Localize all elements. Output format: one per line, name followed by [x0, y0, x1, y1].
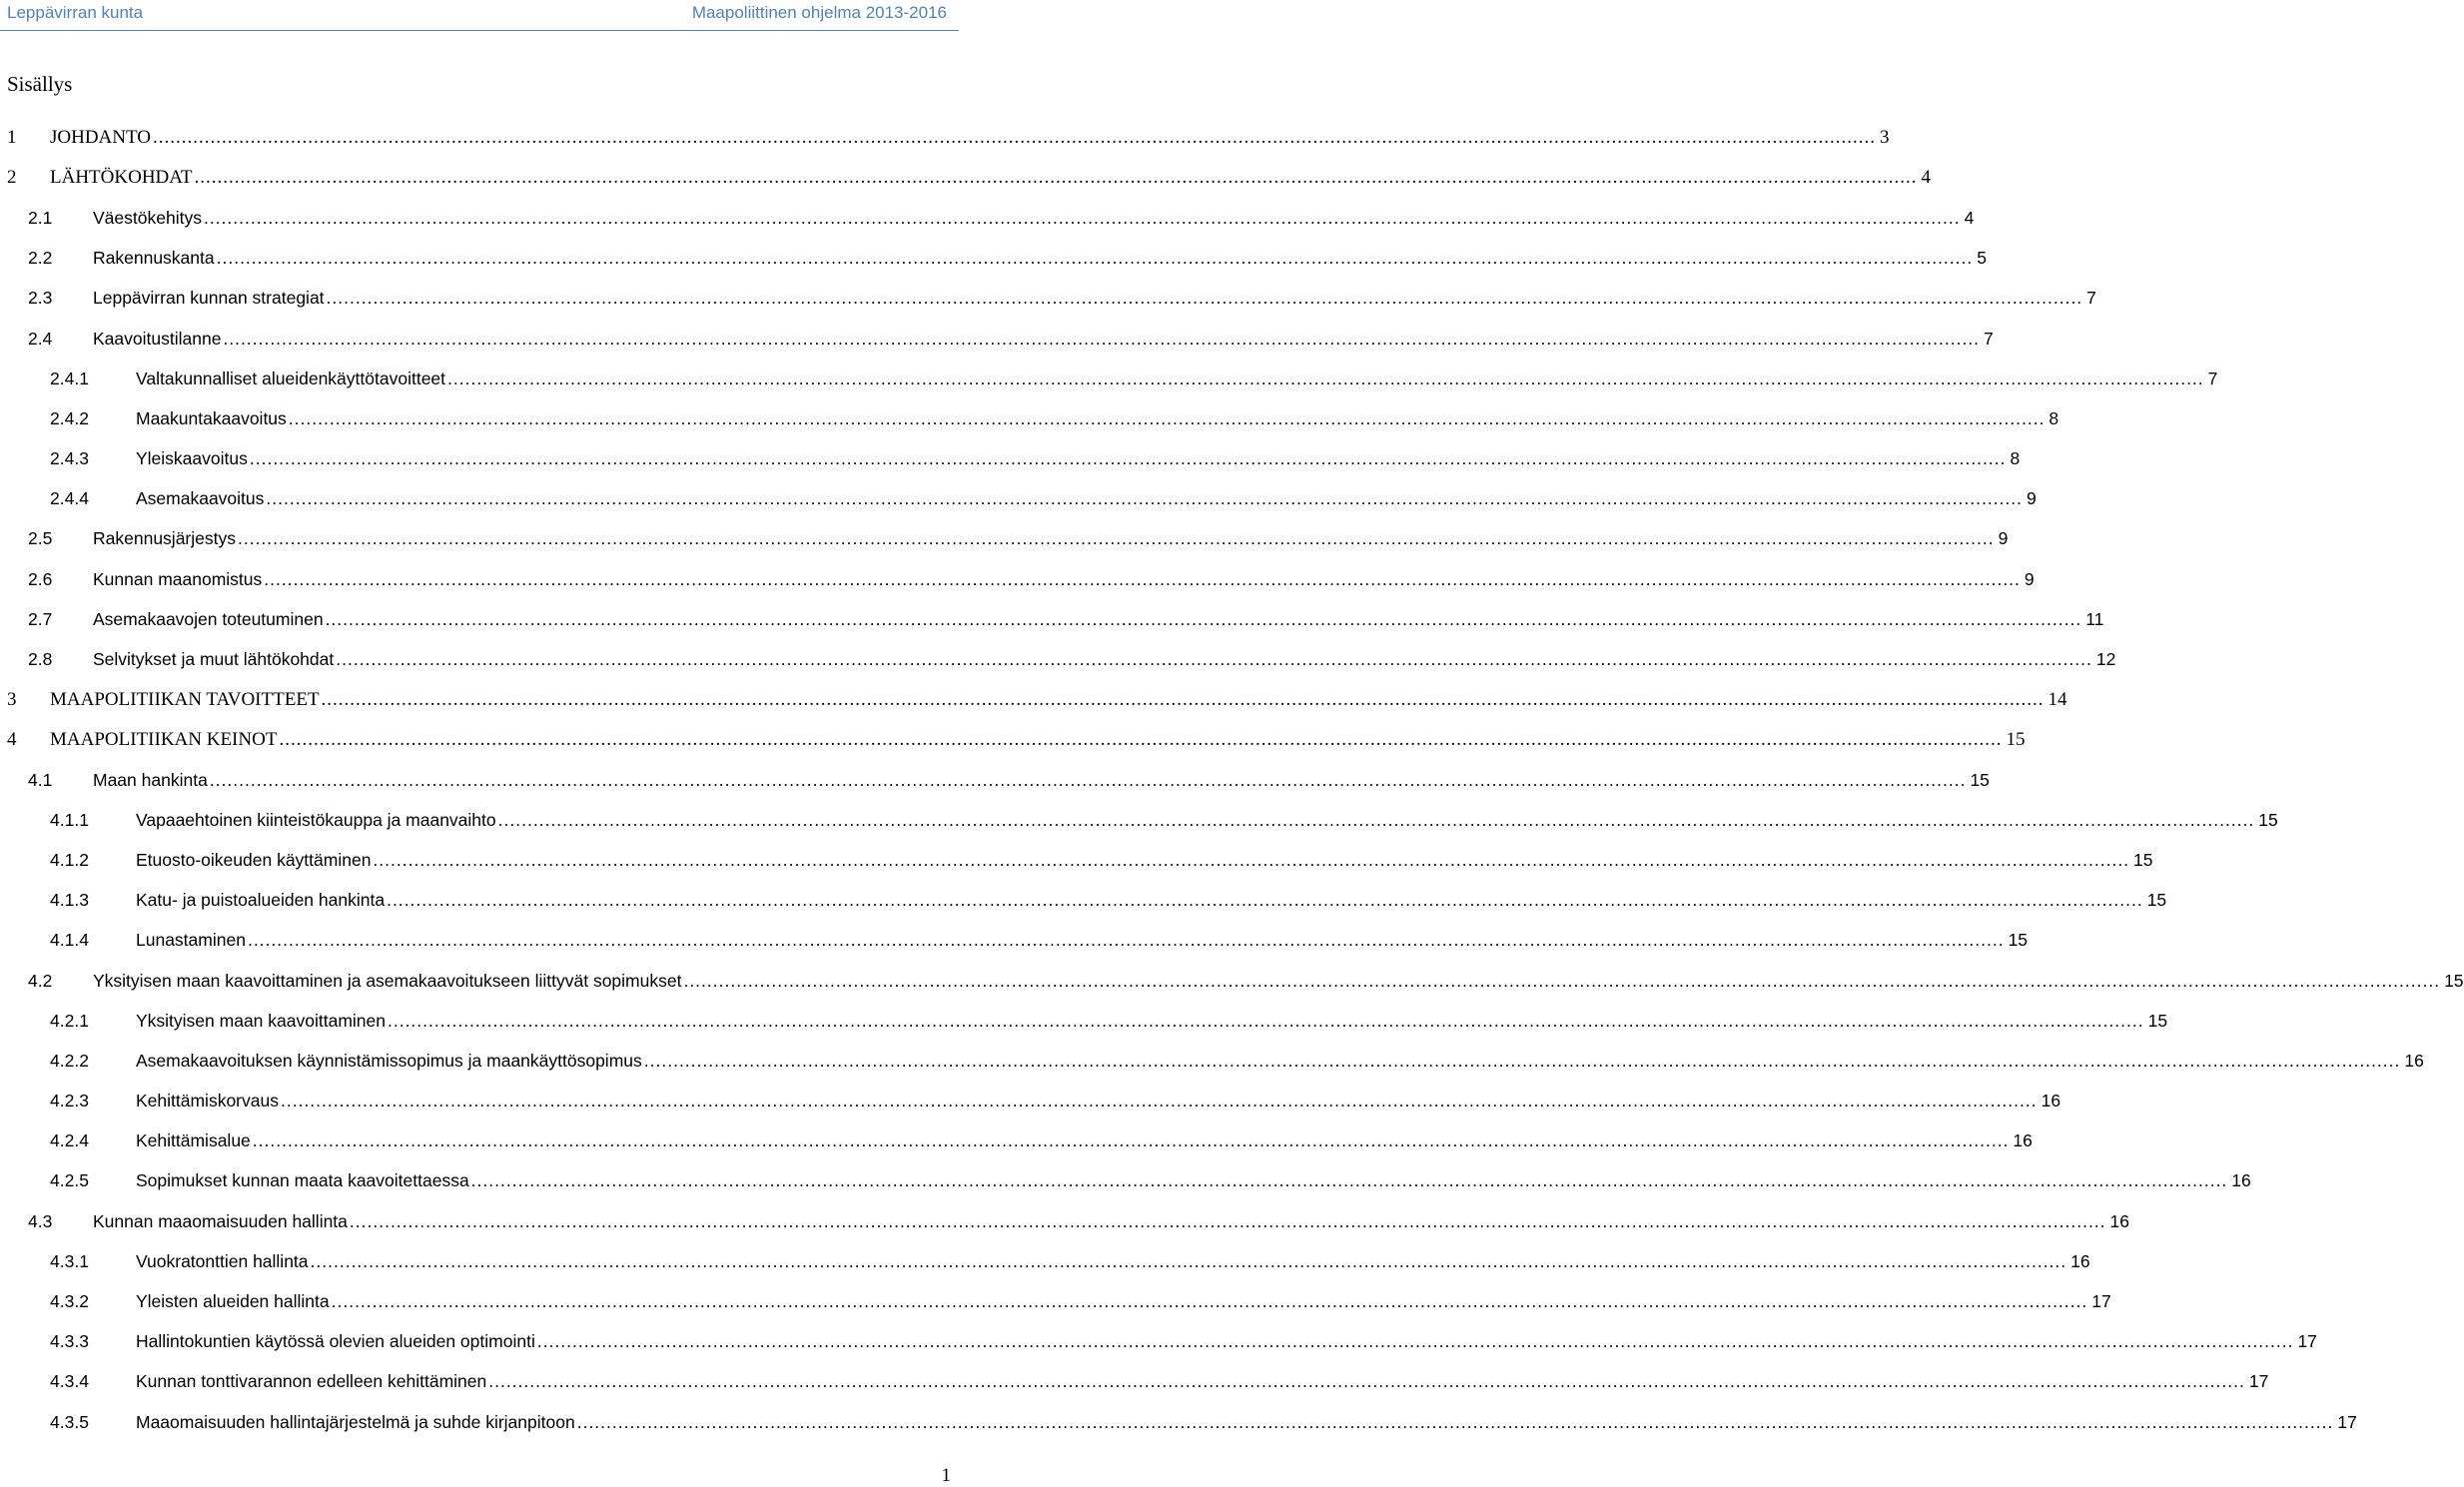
toc-dot-leader: ............................................................................................................................................................................................................................................................................................................: [237, 528, 1995, 549]
toc-entry[interactable]: [0, 961, 2464, 1001]
toc-entry-page: 17: [2248, 1371, 2269, 1392]
toc-dot-leader: ............................................................................................................................................................................................................................................................................................................: [194, 167, 1918, 189]
toc-entry-label: Asemakaavoituksen käynnistämissopimus ja maankäyttösopimus: [136, 1050, 642, 1071]
toc-entry[interactable]: [0, 1362, 2269, 1402]
toc-entry-label: Yleisten alueiden hallinta: [136, 1291, 330, 1312]
toc-entry-page: 17: [2091, 1291, 2111, 1312]
toc-dot-leader: ............................................................................................................................................................................................................................................................................................................: [247, 930, 2005, 951]
toc-entry-number: 4.3.2: [50, 1291, 89, 1312]
toc-entry[interactable]: [0, 158, 1931, 198]
toc-entry-number: 3: [7, 688, 17, 710]
toc-entry-page: 7: [2207, 368, 2218, 388]
toc-entry-page: 9: [1998, 528, 2009, 549]
toc-entry-number: 4.2.4: [50, 1130, 89, 1151]
toc-entry-number: 2.4.3: [50, 448, 89, 469]
toc-entry[interactable]: [0, 1201, 2129, 1241]
toc-entry-page: 15: [2133, 849, 2153, 870]
toc-entry-label: JOHDANTO: [50, 127, 151, 149]
toc-entry-number: 4.3.5: [50, 1411, 89, 1432]
toc-entry-number: 4.3: [28, 1210, 53, 1231]
toc-entry[interactable]: [0, 479, 2037, 519]
toc-entry-number: 2.8: [28, 649, 53, 670]
toc-dot-leader: ............................................................................................................................................................................................................................................................................................................: [488, 1371, 2245, 1392]
toc-entry-number: 4: [7, 728, 17, 750]
toc-entry-number: 2.4.2: [50, 407, 89, 428]
toc-entry-page: 9: [2024, 568, 2035, 589]
toc-entry-page: 15: [2006, 728, 2026, 750]
toc-dot-leader: ............................................................................................................................................................................................................................................................................................................: [249, 448, 2007, 469]
toc-entry-number: 2.3: [28, 288, 53, 309]
toc-entry-label: Maakuntakaavoitus: [136, 407, 287, 428]
toc-dot-leader: ............................................................................................................................................................................................................................................................................................................: [326, 288, 2083, 309]
toc-entry-number: 4.1: [28, 769, 53, 790]
toc-entry[interactable]: [0, 921, 2029, 961]
toc-dot-leader: ............................................................................................................................................................................................................................................................................................................: [373, 849, 2130, 870]
toc-entry-page: 15: [2147, 1010, 2168, 1031]
toc-entry-page: 7: [2086, 288, 2096, 309]
toc-dot-leader: ............................................................................................................................................................................................................................................................................................................: [331, 1291, 2088, 1312]
toc-entry[interactable]: [0, 1161, 2251, 1201]
toc-entry-label: Lunastaminen: [136, 930, 246, 951]
toc-entry-page: 9: [2027, 488, 2037, 509]
toc-entry[interactable]: [0, 519, 2009, 559]
toc-entry-page: 16: [2013, 1130, 2033, 1151]
toc-dot-leader: ............................................................................................................................................................................................................................................................................................................: [470, 1170, 2228, 1191]
toc-entry-number: 4.2.5: [50, 1170, 89, 1191]
toc-entry-page: 16: [2109, 1210, 2129, 1231]
toc-entry-page: 16: [2404, 1050, 2424, 1071]
toc-entry-label: Kehittämiskorvaus: [136, 1091, 279, 1112]
toc-entry-number: 4.1.4: [50, 930, 89, 951]
toc-entry-label: Asemakaavojen toteutuminen: [93, 608, 324, 629]
toc-entry[interactable]: [0, 398, 2059, 438]
header-organization: Leppävirran kunta: [7, 3, 144, 22]
toc-entry[interactable]: [0, 639, 2116, 679]
toc-entry-label: Maan hankinta: [93, 769, 208, 790]
toc-entry-page: 16: [2070, 1250, 2090, 1271]
toc-entry-page: 3: [1879, 127, 1890, 149]
toc-entry-label: LÄHTÖKOHDAT: [50, 167, 193, 189]
toc-entry[interactable]: [0, 1241, 2090, 1281]
toc-title: Sisällys: [7, 72, 73, 96]
toc-entry-page: 17: [2297, 1331, 2317, 1352]
toc-entry-label: Leppävirran kunnan strategiat: [93, 288, 325, 309]
toc-entry-page: 16: [2041, 1091, 2061, 1112]
toc-entry-number: 2.7: [28, 608, 53, 629]
toc-dot-leader: ............................................................................................................................................................................................................................................................................................................: [536, 1331, 2294, 1352]
toc-entry-page: 4: [1964, 207, 1975, 228]
toc-entry-number: 1: [7, 127, 17, 149]
toc-entry-number: 4.1.2: [50, 849, 89, 870]
toc-entry[interactable]: [0, 1402, 2357, 1442]
toc-entry-number: 2.1: [28, 207, 53, 228]
toc-entry-page: 15: [2008, 930, 2029, 951]
toc-entry-label: Vapaaehtoinen kiinteistökauppa ja maanvaihto: [136, 809, 496, 830]
toc-entry-number: 4.2.3: [50, 1091, 89, 1112]
toc-entry-label: Rakennuskanta: [93, 248, 215, 269]
toc-entry-label: Yksityisen maan kaavoittaminen ja asemakaavoitukseen liittyvät sopimukset: [93, 970, 682, 991]
toc-entry[interactable]: [0, 1001, 2168, 1041]
toc-entry[interactable]: [0, 439, 2021, 479]
toc-entry-page: 14: [2048, 688, 2067, 710]
toc-dot-leader: ............................................................................................................................................................................................................................................................................................................: [447, 368, 2204, 388]
toc-dot-leader: ............................................................................................................................................................................................................................................................................................................: [387, 890, 2143, 911]
toc-entry-number: 4.2.1: [50, 1010, 89, 1031]
toc-entry-label: Kaavoitustilanne: [93, 328, 222, 349]
toc-entry-page: 7: [1984, 328, 1994, 349]
toc-entry-number: 2.4.1: [50, 368, 89, 388]
toc-entry[interactable]: [0, 1121, 2033, 1161]
toc-entry-page: 12: [2095, 649, 2116, 670]
toc-entry-label: Valtakunnalliset alueidenkäyttötavoitteet: [136, 368, 446, 388]
toc-entry[interactable]: [0, 1281, 2111, 1321]
toc-entry-number: 4.1.1: [50, 809, 89, 830]
toc-entry-number: 4.2.2: [50, 1050, 89, 1071]
toc-dot-leader: ............................................................................................................................................................................................................................................................................................................: [209, 769, 1967, 790]
toc-dot-leader: ............................................................................................................................................................................................................................................................................................................: [387, 1010, 2144, 1031]
toc-dot-leader: ............................................................................................................................................................................................................................................................................................................: [152, 127, 1876, 149]
toc-dot-leader: ............................................................................................................................................................................................................................................................................................................: [497, 809, 2255, 830]
toc-entry-page: 15: [2444, 970, 2464, 991]
toc-entry[interactable]: [0, 279, 2096, 319]
toc-dot-leader: ............................................................................................................................................................................................................................................................................................................: [336, 649, 2092, 670]
toc-dot-leader: ............................................................................................................................................................................................................................................................................................................: [683, 970, 2441, 991]
toc-entry-label: Kunnan maaomaisuuden hallinta: [93, 1210, 348, 1231]
toc-entry-label: MAAPOLITIIKAN KEINOT: [50, 728, 278, 750]
toc-entry[interactable]: [0, 319, 1994, 359]
toc-entry-label: Väestökehitys: [93, 207, 202, 228]
toc-entry-number: 4.3.4: [50, 1371, 89, 1392]
toc-dot-leader: ............................................................................................................................................................................................................................................................................................................: [576, 1411, 2334, 1432]
toc-entry[interactable]: [0, 239, 1987, 279]
toc-dot-leader: ............................................................................................................................................................................................................................................................................................................: [223, 328, 1981, 349]
toc-entry-number: 2.2: [28, 248, 53, 269]
toc-dot-leader: ............................................................................................................................................................................................................................................................................................................: [252, 1130, 2010, 1151]
toc-entry-page: 4: [1921, 167, 1931, 189]
toc-entry-page: 15: [2146, 890, 2167, 911]
toc-entry-label: Rakennusjärjestys: [93, 528, 236, 549]
toc-entry[interactable]: [0, 359, 2218, 398]
toc-entry[interactable]: [0, 559, 2035, 599]
toc-dot-leader: ............................................................................................................................................................................................................................................................................................................: [349, 1210, 2106, 1231]
toc-entry[interactable]: [0, 198, 1975, 238]
toc-entry[interactable]: [0, 800, 2278, 840]
toc-dot-leader: ............................................................................................................................................................................................................................................................................................................: [203, 207, 1961, 228]
toc-entry-page: 5: [1977, 248, 1987, 269]
toc-dot-leader: ............................................................................................................................................................................................................................................................................................................: [264, 568, 2021, 589]
toc-entry-number: 2.6: [28, 568, 53, 589]
toc-dot-leader: ............................................................................................................................................................................................................................................................................................................: [266, 488, 2024, 509]
header-document-title: Maapoliittinen ohjelma 2013-2016: [691, 3, 947, 22]
toc-entry-number: 2.5: [28, 528, 53, 549]
toc-entry-number: 4.1.3: [50, 890, 89, 911]
toc-entry-page: 15: [2258, 809, 2278, 830]
toc-entry-page: 15: [1970, 769, 1990, 790]
page-number: 1: [941, 1465, 951, 1486]
toc-entry-label: Etuosto-oikeuden käyttäminen: [136, 849, 372, 870]
toc-entry[interactable]: [0, 680, 2067, 720]
toc-dot-leader: ............................................................................................................................................................................................................................................................................................................: [288, 407, 2046, 428]
toc-entry-number: 4.3.3: [50, 1331, 89, 1352]
toc-entry-label: Maaomaisuuden hallintajärjestelmä ja suhde kirjanpitoon: [136, 1411, 575, 1432]
toc-entry-number: 2.4.4: [50, 488, 89, 509]
toc-entry[interactable]: [0, 1322, 2317, 1362]
toc-entry-label: Yksityisen maan kaavoittaminen: [136, 1010, 386, 1031]
toc-dot-leader: ............................................................................................................................................................................................................................................................................................................: [279, 728, 2003, 750]
toc-entry-label: Katu- ja puistoalueiden hankinta: [136, 890, 386, 911]
toc-entry-label: Kunnan maanomistus: [93, 568, 263, 589]
toc-entry-label: Yleiskaavoitus: [136, 448, 248, 469]
toc-dot-leader: ............................................................................................................................................................................................................................................................................................................: [643, 1050, 2401, 1071]
toc-dot-leader: ............................................................................................................................................................................................................................................................................................................: [216, 248, 1974, 269]
toc-entry-label: Hallintokuntien käytössä olevien alueiden optimointi: [136, 1331, 535, 1352]
toc-entry-label: Asemakaavoitus: [136, 488, 265, 509]
page-header: [0, 0, 959, 31]
toc-entry-label: MAAPOLITIIKAN TAVOITTEET: [50, 688, 320, 710]
toc-entry[interactable]: [0, 720, 2026, 760]
toc-entry[interactable]: [0, 1041, 2424, 1081]
toc-entry-number: 4.3.1: [50, 1250, 89, 1271]
toc-entry-label: Kehittämisalue: [136, 1130, 251, 1151]
toc-entry-number: 2.4: [28, 328, 53, 349]
toc-entry-number: 2: [7, 167, 17, 189]
toc-dot-leader: ............................................................................................................................................................................................................................................................................................................: [280, 1091, 2038, 1112]
toc-entry-label: Sopimukset kunnan maata kaavoitettaessa: [136, 1170, 469, 1191]
toc-entry[interactable]: [0, 599, 2104, 639]
toc-entry-number: 4.2: [28, 970, 53, 991]
toc-dot-leader: ............................................................................................................................................................................................................................................................................................................: [321, 688, 2045, 710]
toc-entry-label: Kunnan tonttivarannon edelleen kehittäminen: [136, 1371, 487, 1392]
table-of-contents: [0, 118, 2464, 1442]
toc-entry-label: Selvitykset ja muut lähtökohdat: [93, 649, 335, 670]
toc-entry-page: 8: [2010, 448, 2021, 469]
toc-entry-page: 8: [2049, 407, 2059, 428]
toc-entry-page: 17: [2337, 1411, 2357, 1432]
toc-entry[interactable]: [0, 840, 2153, 880]
toc-entry[interactable]: [0, 760, 1990, 800]
toc-entry[interactable]: [0, 118, 1890, 158]
toc-dot-leader: ............................................................................................................................................................................................................................................................................................................: [310, 1250, 2067, 1271]
toc-dot-leader: ............................................................................................................................................................................................................................................................................................................: [325, 608, 2082, 629]
toc-entry-page: 11: [2085, 608, 2104, 629]
toc-entry[interactable]: [0, 1082, 2061, 1121]
toc-entry[interactable]: [0, 881, 2167, 921]
toc-entry-label: Vuokratonttien hallinta: [136, 1250, 309, 1271]
toc-entry-page: 16: [2231, 1170, 2251, 1191]
